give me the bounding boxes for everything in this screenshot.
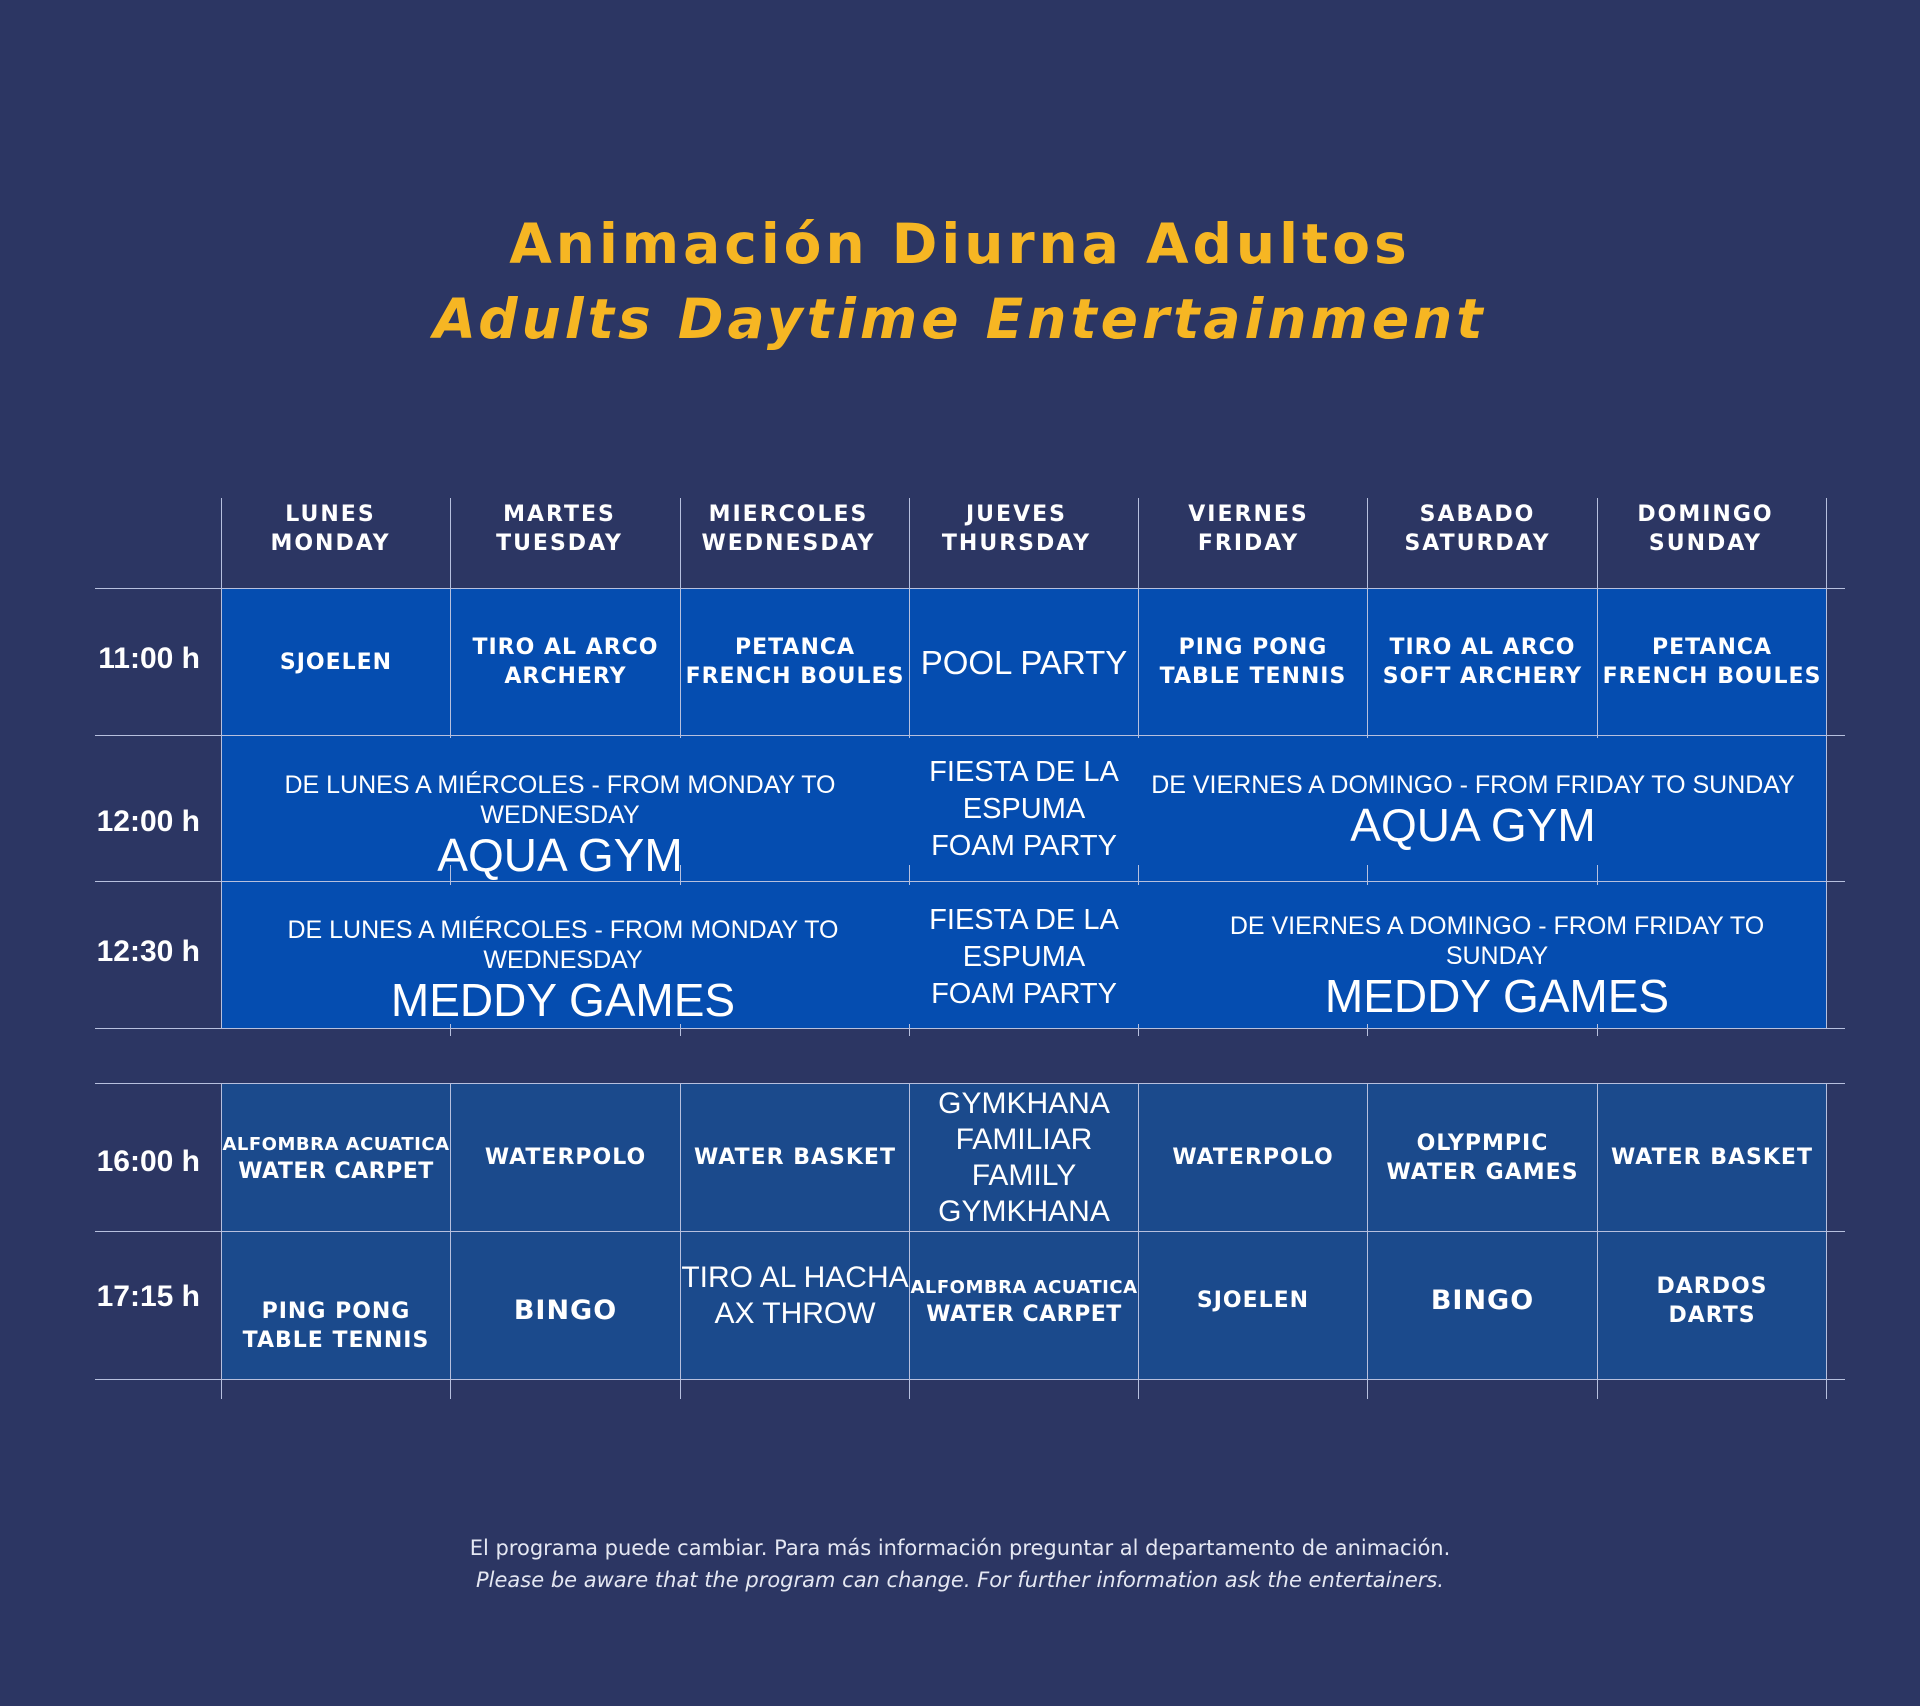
grid-line [95,1028,1845,1029]
activity-cell [681,1084,909,1231]
day-header-sunday [1591,500,1820,558]
activity-label: BINGO [513,1295,618,1326]
activity-label: TABLE TENNIS [1159,664,1347,689]
activity-label: DARTS [1668,1302,1756,1328]
grid-tick [1597,865,1598,885]
activity-label: FIESTA DE LA [929,755,1119,788]
activity-label: PING PONG [261,1298,411,1324]
activity-label: TABLE TENNIS [242,1327,430,1353]
day-header-saturday [1363,500,1592,558]
grid-tick [909,1024,910,1036]
day-es: SABADO [1419,502,1536,527]
span-subtitle: DE VIERNES A DOMINGO - FROM FRIDAY TO SUNDAY [1229,912,1765,970]
activity-label: FAMILY [971,1158,1077,1192]
activity-cell [681,589,909,735]
span-activity: AQUA GYM [1350,799,1596,851]
aqua-gym-mon-wed [222,770,898,880]
day-es: JUEVES [966,502,1067,527]
activity-cell [451,589,680,735]
activity-label: WATERPOLO [484,1145,647,1170]
activity-label: BINGO [1430,1285,1535,1316]
activity-label: FIESTA DE LA [929,903,1119,936]
activity-cell [910,1084,1138,1231]
foam-party-cell [909,745,1139,873]
activity-cell [1598,589,1826,735]
activity-label: SJOELEN [1196,1288,1310,1313]
grid-line [95,1379,1845,1380]
activity-label: WATER CARPET [926,1301,1122,1327]
title-english: Adults Daytime Entertainment [433,287,1487,351]
activity-label: OLYPMPIC [1416,1130,1549,1156]
activity-cell [1598,1232,1826,1379]
activity-label: FRENCH BOULES [1602,664,1822,689]
activity-label: WATERPOLO [1172,1145,1334,1170]
activity-label: PETANCA [734,635,856,660]
activity-cell [222,589,450,735]
activity-label: FRENCH BOULES [685,664,905,689]
activity-label: SJOELEN [279,649,393,675]
day-header-monday [216,500,445,558]
activity-cell [681,1232,909,1379]
activity-label: FOAM PARTY [931,977,1117,1010]
footer-note-english: Please be aware that the program can change. For further information ask the entertainers. [476,1568,1444,1592]
activity-cell [451,1232,680,1379]
grid-tick [1367,1024,1368,1036]
footer-note-spanish: El programa puede cambiar. Para más información preguntar al departamento de animación. [469,1536,1451,1560]
activity-label: FOAM PARTY [931,829,1117,862]
activity-label: GYMKHANA [938,1086,1110,1120]
grid-tick [1597,1024,1598,1036]
day-es: DOMINGO [1637,502,1774,527]
meddy-games-fri-sun [1180,911,1814,1021]
activity-label: PING PONG [1178,635,1328,660]
foam-party-cell [909,893,1139,1021]
activity-label: ALFOMBRA ACUATICA [910,1276,1138,1298]
activity-label: TIRO AL ARCO [472,635,659,660]
day-en: TUESDAY [496,531,623,556]
activity-label: ESPUMA [962,940,1086,973]
activity-label: WATER BASKET [694,1145,896,1170]
activity-label: FAMILIAR [955,1122,1093,1156]
day-es: MARTES [503,502,616,527]
activity-cell [451,1084,680,1231]
activity-label: POOL PARTY [920,643,1128,681]
span-activity: MEDDY GAMES [390,974,736,1026]
time-label: 17:15 h [96,1280,200,1313]
day-en: FRIDAY [1197,531,1300,556]
time-label: 16:00 h [96,1145,200,1178]
activity-cell [1598,1084,1826,1231]
activity-cell [910,589,1138,735]
activity-cell [1139,1232,1367,1379]
activity-label: DARDOS [1656,1273,1768,1299]
grid-line [95,881,1845,882]
day-en: THURSDAY [941,531,1092,556]
activity-label: SOFT ARCHERY [1382,664,1583,689]
day-es: VIERNES [1188,502,1309,527]
span-subtitle: DE LUNES A MIÉRCOLES - FROM MONDAY TO WEDNESDAY [284,771,836,829]
activity-cell [1368,589,1597,735]
span-activity: MEDDY GAMES [1324,970,1670,1022]
grid-line [1826,1083,1827,1399]
activity-cell [1139,589,1367,735]
activity-label: ALFOMBRA ACUATICA [222,1133,450,1155]
activity-cell [1368,1084,1597,1231]
day-en: SATURDAY [1404,531,1551,556]
span-activity: AQUA GYM [437,829,683,881]
day-header-wednesday [674,500,903,558]
day-en: WEDNESDAY [701,531,876,556]
title-spanish: Animación Diurna Adultos [509,212,1411,276]
activity-cell [910,1232,1138,1379]
grid-line [1826,498,1827,1028]
grid-tick [1138,1024,1139,1036]
time-label: 12:00 h [96,805,200,838]
activity-label: WATER BASKET [1611,1145,1813,1170]
day-es: MIERCOLES [708,502,869,527]
activity-label: ESPUMA [962,792,1086,825]
activity-label: TIRO AL HACHA [681,1260,909,1294]
day-header-tuesday [445,500,674,558]
time-label: 12:30 h [96,935,200,968]
activity-cell [1139,1084,1367,1231]
grid-line [95,735,1845,736]
activity-label: WATER CARPET [238,1158,434,1184]
meddy-games-mon-wed [222,915,904,1025]
activity-label: WATER GAMES [1386,1159,1579,1185]
aqua-gym-fri-sun [1139,770,1807,850]
day-en: SUNDAY [1648,531,1763,556]
span-subtitle: DE VIERNES A DOMINGO - FROM FRIDAY TO SUNDAY [1151,771,1795,799]
day-header-friday [1134,500,1363,558]
day-es: LUNES [285,502,376,527]
activity-label: GYMKHANA [938,1194,1110,1228]
activity-cell [1368,1232,1597,1379]
span-subtitle: DE LUNES A MIÉRCOLES - FROM MONDAY TO WEDNESDAY [287,916,839,974]
time-label: 11:00 h [98,642,200,675]
day-en: MONDAY [270,531,391,556]
activity-label: ARCHERY [504,664,627,689]
activity-cell [222,1232,450,1379]
activity-label: AX THROW [714,1296,876,1330]
activity-label: TIRO AL ARCO [1389,635,1576,660]
day-header-thursday [902,500,1131,558]
activity-cell [222,1084,450,1231]
activity-label: PETANCA [1651,635,1773,660]
grid-tick [1367,865,1368,885]
